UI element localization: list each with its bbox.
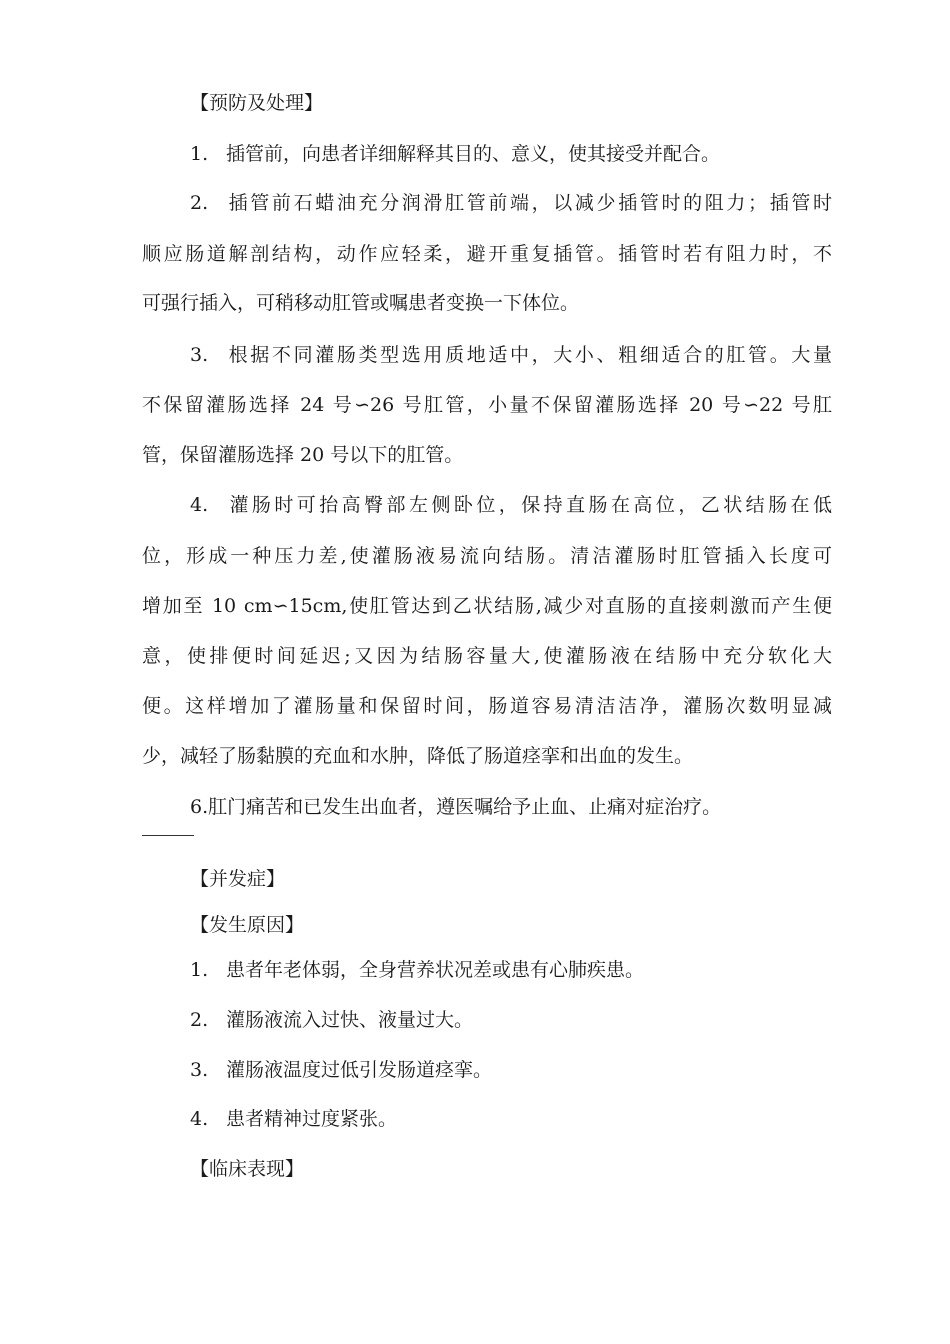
cause-heading: 【发生原因】 <box>190 914 305 936</box>
prevention-item-2-line-3: 可强行插入，可稍移动肛管或嘱患者变换一下体位。 <box>142 292 580 314</box>
item-number: 3. <box>190 1059 209 1081</box>
cause-item-1 <box>190 955 832 985</box>
divider-line <box>142 835 194 836</box>
prevention-item-1 <box>190 139 832 169</box>
prevention-item-2-line-2: 顺应肠道解剖结构，动作应轻柔，避开重复插管。插管时若有阻力时，不 <box>142 243 832 265</box>
item-text: 根据不同灌肠类型选用质地适中，大小、粗细适合的肛管。大量 <box>226 344 832 366</box>
item-number: 4. <box>190 1108 209 1130</box>
item-number: 1. <box>190 143 209 165</box>
item-text: 灌肠液流入过快、液量过大。 <box>226 1009 474 1031</box>
prevention-heading: 【预防及处理】 <box>190 92 324 114</box>
cause-item-3 <box>190 1055 832 1085</box>
prevention-item-2-line-1 <box>190 188 832 218</box>
prevention-item-4-line-6: 少，减轻了肠黏膜的充血和水肿，降低了肠道痉挛和出血的发生。 <box>142 745 694 767</box>
prevention-item-4-line-3: 增加至 10 cm∽15cm,使肛管达到乙状结肠,减少对直肠的直接刺激而产生便 <box>142 595 832 617</box>
prevention-item-4-line-4: 意，使排便时间延迟;又因为结肠容量大,使灌肠液在结肠中充分软化大 <box>142 645 832 667</box>
complication-heading: 【并发症】 <box>190 868 286 890</box>
item-text: 灌肠液温度过低引发肠道痉挛。 <box>226 1059 493 1081</box>
prevention-item-6: 6.肛门痛苦和已发生出血者，遵医嘱给予止血、止痛对症治疗。 <box>190 796 722 818</box>
item-number: 2. <box>190 192 209 214</box>
item-number: 3. <box>190 344 209 366</box>
prevention-item-4-line-1 <box>190 490 832 520</box>
clinical-heading: 【临床表现】 <box>190 1158 305 1180</box>
prevention-item-4-line-5: 便。这样增加了灌肠量和保留时间，肠道容易清洁洁净，灌肠次数明显减 <box>142 695 832 717</box>
item-text: 患者精神过度紧张。 <box>226 1108 398 1130</box>
item-text: 患者年老体弱，全身营养状况差或患有心肺疾患。 <box>226 959 645 981</box>
item-text: 插管前石蜡油充分润滑肛管前端，以减少插管时的阻力；插管时 <box>226 192 832 214</box>
item-text: 插管前，向患者详细解释其目的、意义，使其接受并配合。 <box>226 143 721 165</box>
prevention-item-4-line-2: 位，形成一种压力差,使灌肠液易流向结肠。清洁灌肠时肛管插入长度可 <box>142 545 832 567</box>
item-number: 1. <box>190 959 209 981</box>
prevention-item-3-line-3: 管，保留灌肠选择 20 号以下的肛管。 <box>142 444 464 466</box>
item-number: 4. <box>190 494 209 516</box>
cause-item-4 <box>190 1104 832 1134</box>
cause-item-2 <box>190 1005 832 1035</box>
prevention-item-3-line-2: 不保留灌肠选择 24 号∽26 号肛管，小量不保留灌肠选择 20 号∽22 号肛 <box>142 394 832 416</box>
item-text: 灌肠时可抬高臀部左侧卧位，保持直肠在高位，乙状结肠在低 <box>226 494 832 516</box>
item-number: 2. <box>190 1009 209 1031</box>
prevention-item-3-line-1 <box>190 340 832 370</box>
